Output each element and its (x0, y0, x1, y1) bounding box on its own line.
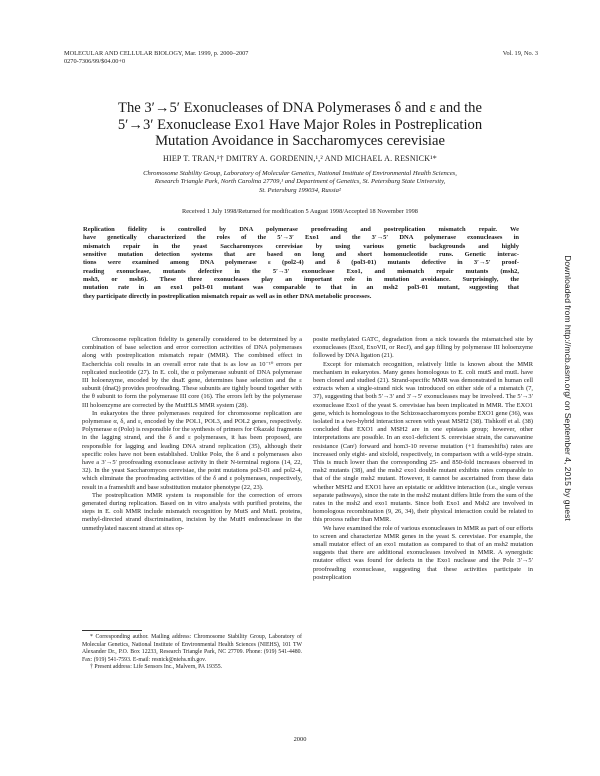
affiliation-line: Chromosome Stability Group, Laboratory of Molecular Genetics, National Institute of Environmental Health Sciences, (143, 170, 457, 177)
abstract-line: have genetically characterized the roles of the 5′→3′ Exo1 and the 3′→5′ DNA polymerase exonucleases in (83, 234, 519, 242)
abstract-line: sensitive mutation detection systems that are based on long and short homonucleotide runs. Genetic interac- (83, 251, 519, 259)
volume-issue: Vol. 19, No. 3 (502, 50, 538, 57)
abstract (83, 226, 519, 301)
title-line: 5′→3′ Exonuclease Exo1 Have Major Roles in Postreplication (117, 116, 483, 133)
received-dates: Received 1 July 1998/Returned for modification 5 August 1998/Accepted 18 November 1998 (182, 208, 418, 215)
page-number: 2000 (293, 736, 307, 743)
abstract-line: mutation rate in an exo1 pol3-01 mutant was comparable to that in an msh2 pol3-01 mutant, suggesting that (83, 284, 519, 292)
running-header-left (64, 50, 248, 66)
author-list: HIEP T. TRAN,¹† DMITRY A. GORDENIN,¹,² AND MICHAEL A. RESNICK¹* (163, 154, 437, 163)
abstract-line: reading exonuclease, mutants defective in the 5′→3′ exonuclease Exo1, and mismatch repair mutants (msh2, (83, 267, 519, 275)
abstract-line: msh3, or msh6). These three exonucleases play an important role in mutation avoidance. Surprisingly, the (83, 276, 519, 284)
body-paragraph: posite methylated GATC, degradation from a nick towards the mismatched site by exonucleases (ExoI, ExoVII, or RecJ), and gap filling by polymerase III holoenzyme followed by DNA ligation (21). (313, 336, 533, 360)
body-column-right (313, 336, 533, 582)
footnote-present-address: † Present address: Life Sensors Inc., Malvern, PA 19355. (90, 664, 223, 670)
journal-citation: MOLECULAR AND CELLULAR BIOLOGY, Mar. 1999, p. 2000–2007 (64, 50, 249, 57)
body-paragraph: The postreplication MMR system is responsible for the correction of errors generated during replication. Based on in vitro analysis with purified proteins, the steps in E. coli MMR include mismatch recognition by MutS and MutL proteins, methyl-directed strand discrimination, incision by the MutH endonuclease in the unmethylated nascent strand at sites op- (82, 491, 302, 532)
journal-code: 0270-7306/99/$04.00+0 (64, 58, 126, 65)
affiliations (84, 170, 516, 195)
footnote-corresponding-author: * Corresponding author. Mailing address: Chromosome Stability Group, Laboratory of Molecular Genetics, National Institute of Environmental Health Sciences (NIEHS), 101 TW Alexander Dr., P.O. Box 12233, Research Triangle Park, NC 27709. Phone: (919) 541-4480. Fax: (919) 541-7593. E-mail: resnick@niehs.nih.gov. (82, 634, 302, 663)
body-paragraph: Chromosome replication fidelity is generally considered to be determined by a combination of base selection and error correction activities of DNA polymerases along with postreplication mismatch repair (MMR). The combined effect in Escherichia coli results in an overall error rate that is as low as 10⁻¹⁰ errors per replicated nucleotide (27). In E. coli, the α polymerase subunit of DNA polymerase III holoenzyme, encoded by the dnaE gene, determines base selection and the ε subunit (dnaQ) provides proofreading. These subunits are tightly bound together with the θ subunit to form the polymerase III core (16). The errors left by the polymerase III holoenzyme are corrected by the MutHLS MMR system (28). (82, 336, 302, 409)
body-paragraph: We have examined the role of various exonucleases in MMR as part of our efforts to screen and characterize MMR genes in the yeast S. cerevisiae. For example, the small mutator effect of an exo1 mutation as compared to that of an msh2 mutation suggests that there are additional exonucleases involved in MMR. A synergistic mutator effect was found for defects in the Exo1 nuclease and the Polε 3′→5′ proofreading exonuclease, suggesting that these activities participate in postreplication (313, 524, 533, 581)
footnotes (82, 634, 302, 672)
body-column-left (82, 336, 302, 533)
abstract-line: tions were examined among DNA polymerase ε (pol2-4) and δ (pol3-01) mutants defective in 3′→5′ proof- (83, 259, 519, 267)
body-paragraph: Except for mismatch recognition, relatively little is known about the MMR mechanism in eukaryotes. Many genes homologous to E. coli mutS and mutL have been cloned and studied (21). Strand-specific MMR was demonstrated in human cell extracts when a single-strand nick was introduced on either side of a mismatch (7, 37), suggesting that both 5′→3′ and 3′→5′ exonucleases may be involved. The 5′→3′ exonuclease Exo1 of the yeast S. cerevisiae has been implicated in MMR. The EXO1 gene, which is homologous to the Schizosaccharomyces pombe EXO1 gene (36), was isolated in a two-hybrid interaction screen with yeast MSH2 (38). Tishkoff et al. (38) concluded that EXO1 and MSH2 are in one epistasis group; however, other interpretations are possible. In an exo1-deficient S. cerevisiae strain, the canavanine resistance (Canʳ) forward and hom3-10 reverse mutation (+1 frameshifts) rates are increased only eight- and sixfold, respectively, in comparison with a wild-type strain. This is much lower than the corresponding 25- and 850-fold increases observed in msh2 mutants (38), and the msh2 exo1 double mutant exhibits rates comparable to that of the single msh2 mutant. However, it cannot be ascertained from these data whether MSH2 and EXO1 have an epistatic or additive interaction (i.e., single versus separate pathways), since the rate in the msh2 mutant differs little from the sum of the rates in the msh2 and exo1 mutants. Since both Exo1 and Msh2 are involved in homologous recombination (9, 26, 34), their physical interaction could be related to this process rather than MMR. (313, 360, 533, 524)
title-line: The 3′→5′ Exonucleases of DNA Polymerases δ and ε and the (118, 100, 482, 116)
abstract-line: Replication fidelity is controlled by DNA polymerase proofreading and postreplication mismatch repair. We (83, 226, 519, 233)
article-title (56, 100, 544, 150)
footnote-divider (82, 630, 142, 631)
title-line: Mutation Avoidance in Saccharomyces cerevisiae (155, 133, 445, 149)
download-notice-text: Downloaded from http://mcb.asm.org/ on September 4, 2015 by guest (563, 255, 573, 521)
body-paragraph: In eukaryotes the three polymerases required for chromosome replication are polymerase α, δ, and ε, encoded by the POL1, POL3, and POL2 genes, respectively. Polymerase α (Polα) is responsible for the synthesis of primers for Okazaki fragments in the lagging strand, and the δ and ε polymerases, it has been proposed, are responsible for lagging and leading DNA strand replication (35), although their specific roles have not been established. Unlike Polα, the δ and ε polymerases also have a 3′→5′ proofreading exonuclease activity in their N-terminal regions (14, 22, 32). In the yeast Saccharomyces cerevisiae, the point mutations pol3-01 and pol2-4, which eliminate the proofreading activities of the δ and ε polymerases, respectively, result in a frameshift and base substitution mutator phenotype (22, 23). (82, 409, 302, 491)
affiliation-line: Research Triangle Park, North Carolina 27709,¹ and Department of Genetics, St. Petersburg State University, (154, 178, 446, 186)
affiliation-line: St. Petersburg 199034, Russia² (259, 186, 341, 194)
abstract-line: they participate directly in postreplication mismatch repair as well as in other DNA metabolic processes. (83, 292, 372, 300)
abstract-line: mismatch repair in the yeast Saccharomyces cerevisiae by using various genetic backgrounds and highly (83, 242, 519, 250)
